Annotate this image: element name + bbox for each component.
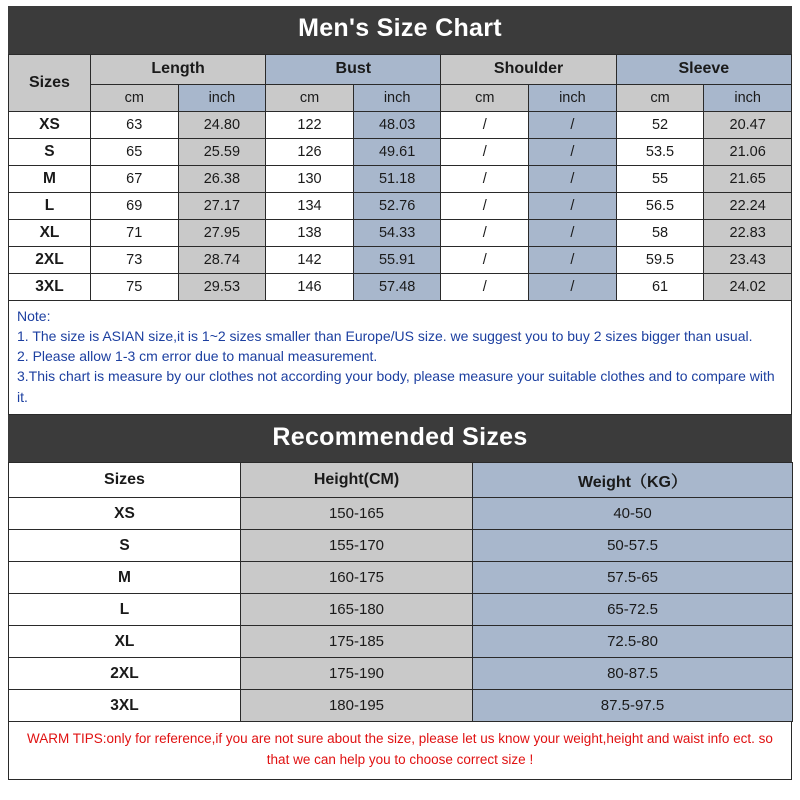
header-height: Height(CM) (241, 463, 473, 498)
table-row (9, 562, 793, 594)
cell-shoulder-cm: / (441, 192, 529, 219)
cell-height: 160-175 (241, 562, 473, 594)
row-size: 3XL (9, 273, 91, 300)
cell-weight: 72.5-80 (473, 626, 793, 658)
table-row (9, 219, 792, 246)
cell-sleeve-cm: 55 (616, 165, 704, 192)
warm-tips: WARM TIPS:only for reference,if you are not sure about the size, please let us know your weight,height and waist info ect. so that we can help you to choose correct size ! (8, 722, 792, 780)
cell-length-cm: 63 (90, 111, 178, 138)
table-row (9, 498, 793, 530)
row-size: XL (9, 626, 241, 658)
cell-length-inch: 27.95 (178, 219, 266, 246)
cell-bust-cm: 138 (266, 219, 354, 246)
table-row (9, 165, 792, 192)
cell-shoulder-inch: / (529, 192, 617, 219)
table-row (9, 690, 793, 722)
table-row (9, 530, 793, 562)
cell-sleeve-inch: 22.24 (704, 192, 792, 219)
table-row (9, 626, 793, 658)
cell-weight: 57.5-65 (473, 562, 793, 594)
cell-bust-inch: 48.03 (353, 111, 441, 138)
cell-height: 155-170 (241, 530, 473, 562)
cell-sleeve-inch: 21.65 (704, 165, 792, 192)
cell-sleeve-inch: 23.43 (704, 246, 792, 273)
unit-shoulder-inch: inch (529, 84, 617, 111)
cell-sleeve-cm: 59.5 (616, 246, 704, 273)
cell-weight: 50-57.5 (473, 530, 793, 562)
cell-shoulder-inch: / (529, 165, 617, 192)
table-row (9, 138, 792, 165)
note-block (8, 301, 792, 415)
unit-sleeve-cm: cm (616, 84, 704, 111)
row-size: L (9, 594, 241, 626)
recommended-sizes-table (8, 462, 793, 722)
cell-shoulder-inch: / (529, 111, 617, 138)
cell-bust-cm: 122 (266, 111, 354, 138)
row-size: XL (9, 219, 91, 246)
cell-length-cm: 75 (90, 273, 178, 300)
row-size: S (9, 138, 91, 165)
cell-weight: 65-72.5 (473, 594, 793, 626)
cell-shoulder-cm: / (441, 273, 529, 300)
table-header-units (9, 84, 792, 111)
unit-bust-inch: inch (353, 84, 441, 111)
cell-weight: 87.5-97.5 (473, 690, 793, 722)
cell-bust-cm: 130 (266, 165, 354, 192)
table-row (9, 111, 792, 138)
unit-bust-cm: cm (266, 84, 354, 111)
cell-bust-inch: 55.91 (353, 246, 441, 273)
row-size: M (9, 562, 241, 594)
cell-height: 175-185 (241, 626, 473, 658)
cell-sleeve-cm: 56.5 (616, 192, 704, 219)
cell-height: 180-195 (241, 690, 473, 722)
note-line-2: 2. Please allow 1-3 cm error due to manual measurement. (17, 348, 378, 365)
note-line-1: 1. The size is ASIAN size,it is 1~2 sizes smaller than Europe/US size. we suggest you to buy 2 sizes bigger than usual. (17, 327, 753, 344)
cell-shoulder-cm: / (441, 246, 529, 273)
row-size: 2XL (9, 246, 91, 273)
cell-bust-cm: 142 (266, 246, 354, 273)
row-size: L (9, 192, 91, 219)
table-row (9, 246, 792, 273)
recommended-sizes-title: Recommended Sizes (8, 415, 792, 463)
note-line-3: 3.This chart is measure by our clothes not according your body, please measure your suitable clothes and to compare with it. (17, 368, 775, 405)
row-size: 3XL (9, 690, 241, 722)
table-row (9, 273, 792, 300)
cell-length-inch: 26.38 (178, 165, 266, 192)
cell-length-inch: 24.80 (178, 111, 266, 138)
cell-length-cm: 71 (90, 219, 178, 246)
row-size: S (9, 530, 241, 562)
cell-sleeve-cm: 52 (616, 111, 704, 138)
unit-sleeve-inch: inch (704, 84, 792, 111)
row-size: M (9, 165, 91, 192)
cell-bust-cm: 146 (266, 273, 354, 300)
cell-height: 175-190 (241, 658, 473, 690)
cell-length-cm: 73 (90, 246, 178, 273)
cell-bust-inch: 54.33 (353, 219, 441, 246)
cell-weight: 40-50 (473, 498, 793, 530)
header-weight: Weight（KG） (473, 463, 793, 498)
cell-length-cm: 67 (90, 165, 178, 192)
cell-shoulder-inch: / (529, 138, 617, 165)
cell-shoulder-cm: / (441, 138, 529, 165)
unit-shoulder-cm: cm (441, 84, 529, 111)
cell-length-cm: 69 (90, 192, 178, 219)
cell-bust-cm: 126 (266, 138, 354, 165)
size-chart-table (8, 54, 792, 301)
cell-sleeve-inch: 20.47 (704, 111, 792, 138)
cell-bust-cm: 134 (266, 192, 354, 219)
cell-weight: 80-87.5 (473, 658, 793, 690)
cell-bust-inch: 49.61 (353, 138, 441, 165)
cell-sleeve-inch: 24.02 (704, 273, 792, 300)
cell-height: 150-165 (241, 498, 473, 530)
cell-length-inch: 29.53 (178, 273, 266, 300)
cell-bust-inch: 51.18 (353, 165, 441, 192)
recommended-header-row (9, 463, 793, 498)
table-row (9, 658, 793, 690)
cell-length-inch: 28.74 (178, 246, 266, 273)
cell-sleeve-inch: 22.83 (704, 219, 792, 246)
note-heading: Note: (17, 307, 51, 324)
size-chart-title: Men's Size Chart (8, 6, 792, 54)
cell-shoulder-inch: / (529, 246, 617, 273)
unit-length-inch: inch (178, 84, 266, 111)
cell-shoulder-cm: / (441, 165, 529, 192)
row-size: XS (9, 498, 241, 530)
cell-height: 165-180 (241, 594, 473, 626)
table-header-groups (9, 54, 792, 84)
row-size: 2XL (9, 658, 241, 690)
row-size: XS (9, 111, 91, 138)
cell-shoulder-inch: / (529, 273, 617, 300)
header-sleeve: Sleeve (616, 54, 791, 84)
cell-bust-inch: 52.76 (353, 192, 441, 219)
cell-sleeve-cm: 61 (616, 273, 704, 300)
unit-length-cm: cm (90, 84, 178, 111)
header-shoulder: Shoulder (441, 54, 616, 84)
cell-sleeve-inch: 21.06 (704, 138, 792, 165)
header-length: Length (90, 54, 265, 84)
cell-length-inch: 25.59 (178, 138, 266, 165)
cell-length-inch: 27.17 (178, 192, 266, 219)
header-sizes: Sizes (9, 463, 241, 498)
header-sizes: Sizes (9, 54, 91, 111)
table-row (9, 192, 792, 219)
cell-shoulder-cm: / (441, 111, 529, 138)
cell-shoulder-cm: / (441, 219, 529, 246)
cell-bust-inch: 57.48 (353, 273, 441, 300)
table-row (9, 594, 793, 626)
header-bust: Bust (266, 54, 441, 84)
cell-shoulder-inch: / (529, 219, 617, 246)
cell-length-cm: 65 (90, 138, 178, 165)
cell-sleeve-cm: 58 (616, 219, 704, 246)
cell-sleeve-cm: 53.5 (616, 138, 704, 165)
